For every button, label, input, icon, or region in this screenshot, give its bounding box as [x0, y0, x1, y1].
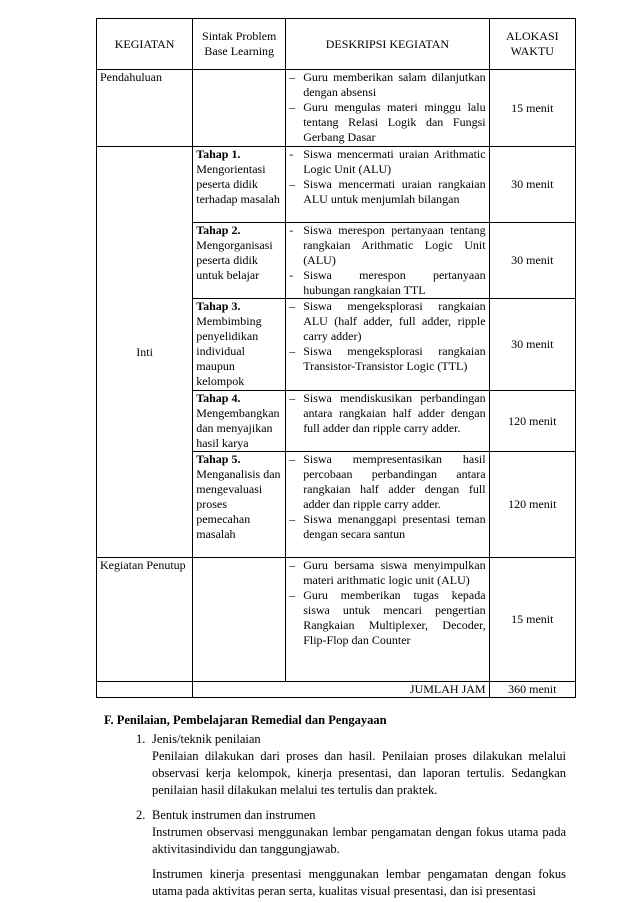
pendahuluan-item: – Guru memberikan salam dilanjutkan dengan absensi — [289, 70, 485, 100]
inti-step-1-desc — [286, 147, 489, 223]
row-penutup — [97, 558, 576, 682]
inti-step-3-time: 30 menit — [489, 299, 575, 391]
item-heading: Jenis/teknik penilaian — [152, 732, 261, 746]
inti-step-1-time: 30 menit — [489, 147, 575, 223]
step-body: Mengorganisasi peserta didik untuk belajar — [196, 238, 273, 282]
inti-step-4-desc — [286, 391, 489, 452]
step-item: - Siswa merespon pertanyaan hubungan rangkaian TTL — [289, 268, 485, 298]
total-label: JUMLAH JAM — [193, 682, 489, 698]
step-title: Tahap 3. — [196, 299, 241, 313]
inti-step-4-time: 120 menit — [489, 391, 575, 452]
step-title: Tahap 2. — [196, 223, 241, 237]
inti-step-2-desc — [286, 223, 489, 299]
step-item: - Siswa mencermati uraian Arithmatic Logic Unit (ALU) — [289, 147, 485, 177]
pendahuluan-label: Pendahuluan — [97, 70, 193, 147]
step-item: – Siswa mendiskusikan perbandingan antara rangkaian half adder dengan full adder dan ripple carry adder. — [289, 391, 485, 436]
inti-step-2-time: 30 menit — [489, 223, 575, 299]
item-number: 1. — [136, 732, 146, 746]
section-item — [136, 807, 566, 824]
pendahuluan-desc — [286, 70, 489, 147]
section-item — [136, 731, 566, 748]
section-title: F. Penilaian, Pembelajaran Remedial dan Pengayaan — [104, 713, 387, 727]
step-body: Menganalisis dan mengevaluasi proses pemecahan masalah — [196, 467, 281, 541]
row-inti-step-1 — [97, 147, 576, 223]
penutup-item: – Guru bersama siswa menyimpulkan materi arithmatic logic unit (ALU) — [289, 558, 485, 588]
total-empty-cell — [97, 682, 193, 698]
penutup-item: – Guru memberikan tugas kepada siswa untuk mencari pengertian Rangkaian Multiplexer, Decoder, Flip-Flop dan Counter — [289, 588, 485, 648]
penutup-label: Kegiatan Penutup — [97, 558, 193, 682]
pendahuluan-time: 15 menit — [489, 70, 575, 147]
inti-step-5-sintak — [193, 452, 286, 558]
step-body: Membimbing penyelidikan individual maupun kelompok — [196, 314, 262, 388]
penutup-time: 15 menit — [489, 558, 575, 682]
step-body: Mengembangkan dan menyajikan hasil karya — [196, 406, 280, 450]
item-number: 2. — [136, 808, 146, 822]
step-item: – Siswa mempresentasikan hasil percobaan perbandingan antara rangkaian half adder dengan full adder dan ripple carry adder. — [289, 452, 485, 512]
step-item: – Siswa mencermati uraian rangkaian ALU untuk menjumlah bilangan — [289, 177, 485, 207]
step-item: – Siswa mengeksplorasi rangkaian Transistor-Transistor Logic (TTL) — [289, 344, 485, 374]
step-item: – Siswa mengeksplorasi rangkaian ALU (half adder, full adder, ripple carry adder) — [289, 299, 485, 344]
inti-step-5-desc — [286, 452, 489, 558]
item-paragraph: Instrumen kinerja presentasi menggunakan lembar pengamatan dengan fokus utama pada aktivitas peran serta, kualitas visual presentasi, dan isi presentasi — [152, 867, 566, 898]
step-title: Tahap 5. — [196, 452, 241, 466]
inti-step-5-time: 120 menit — [489, 452, 575, 558]
inti-step-2-sintak — [193, 223, 286, 299]
step-item: – Siswa menanggapi presentasi teman dengan secara santun — [289, 512, 485, 542]
pendahuluan-sintak — [193, 70, 286, 147]
pendahuluan-item: – Guru mengulas materi minggu lalu tentang Relasi Logik dan Fungsi Gerbang Dasar — [289, 100, 485, 145]
penutup-sintak — [193, 558, 286, 682]
step-title: Tahap 1. — [196, 147, 241, 161]
header-sintak: Sintak Problem Base Learning — [193, 19, 286, 70]
inti-step-4-sintak — [193, 391, 286, 452]
step-body: Mengorientasi peserta didik terhadap masalah — [196, 162, 280, 206]
item-paragraph: Instrumen observasi menggunakan lembar pengamatan dengan fokus utama pada aktivitasindividu dan tanggungjawab. — [152, 825, 566, 856]
item-paragraph: Penilaian dilakukan dari proses dan hasil. Penilaian proses dilakukan melalui observasi kerja kelompok, kinerja presentasi, dan laporan tertulis. Sedangkan penilaian hasil dilakukan melalui tes tertulis dan praktek. — [152, 749, 566, 797]
row-total — [97, 682, 576, 698]
lesson-plan-table — [96, 18, 576, 698]
step-item: - Siswa merespon pertanyaan tentang rangkaian Arithmatic Logic Unit (ALU) — [289, 223, 485, 268]
header-deskripsi: DESKRIPSI KEGIATAN — [286, 19, 489, 70]
inti-step-3-sintak — [193, 299, 286, 391]
item-heading: Bentuk instrumen dan instrumen — [152, 808, 316, 822]
header-alokasi: ALOKASI WAKTU — [489, 19, 575, 70]
inti-step-1-sintak — [193, 147, 286, 223]
penutup-desc — [286, 558, 489, 682]
inti-step-3-desc — [286, 299, 489, 391]
step-title: Tahap 4. — [196, 391, 241, 405]
table-header-row — [97, 19, 576, 70]
inti-label: Inti — [97, 147, 193, 558]
header-kegiatan: KEGIATAN — [97, 19, 193, 70]
assessment-section — [104, 712, 566, 900]
total-value: 360 menit — [489, 682, 575, 698]
row-pendahuluan — [97, 70, 576, 147]
